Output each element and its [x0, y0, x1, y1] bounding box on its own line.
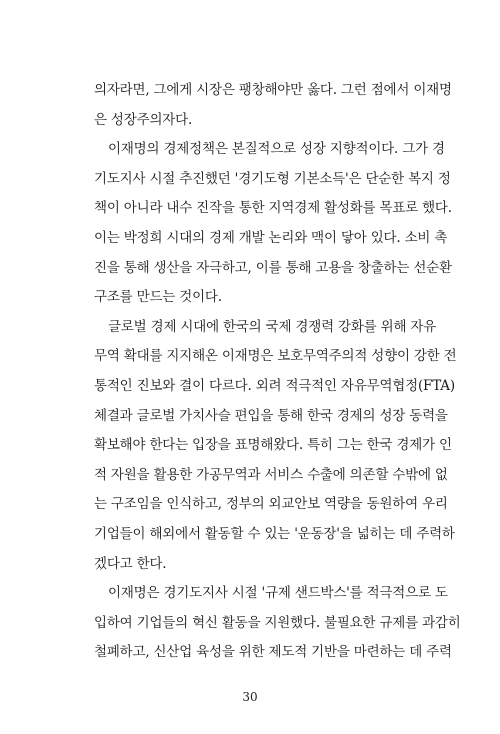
text-line: 기업들이 해외에서 활동할 수 있는 '운동장'을 넓히는 데 주력하	[94, 525, 455, 542]
text-line: 적 자원을 활용한 가공무역과 서비스 수출에 의존할 수밖에 없	[94, 466, 448, 483]
text-line: 체결과 글로벌 가치사슬 편입을 통해 한국 경제의 성장 동력을	[94, 407, 448, 424]
paragraph-start-line: 글로벌 경제 시대에 한국의 국제 경쟁력 강화를 위해 자유	[108, 318, 437, 335]
text-line: 는 구조임을 인식하고, 정부의 외교안보 역량을 동원하여 우리	[94, 496, 448, 513]
page-number: 30	[242, 690, 258, 704]
text-line: 철폐하고, 신산업 육성을 위한 제도적 기반을 마련하는 데 주력	[94, 644, 452, 661]
body-text	[94, 76, 461, 668]
text-line: 기도지사 시절 추진했던 '경기도형 기본소득'은 단순한 복지 정	[94, 170, 451, 187]
text-line: 겠다고 한다.	[94, 555, 167, 572]
text-line: 통적인 진보와 결이 다르다. 외려 적극적인 자유무역협정(FTA)	[94, 377, 455, 394]
text-line: 진을 통해 생산을 자극하고, 이를 통해 고용을 창출하는 선순환	[94, 259, 452, 276]
text-line: 이는 박정희 시대의 경제 개발 논리와 맥이 닿아 있다. 소비 촉	[94, 229, 448, 246]
text-line: 구조를 만드는 것이다.	[94, 289, 222, 306]
text-line: 책이 아니라 내수 진작을 통한 지역경제 활성화를 목표로 했다.	[94, 200, 452, 217]
paragraph-start-line: 이재명은 경기도지사 시절 '규제 샌드박스'를 적극적으로 도	[108, 585, 448, 602]
text-line: 확보해야 한다는 입장을 표명해왔다. 특히 그는 한국 경제가 인	[94, 437, 452, 454]
paragraph-start-line: 이재명의 경제정책은 본질적으로 성장 지향적이다. 그가 경	[108, 141, 445, 158]
text-line: 은 성장주의자다.	[94, 111, 193, 128]
text-line: 입하여 기업들의 혁신 활동을 지원했다. 불필요한 규제를 과감히	[94, 614, 461, 631]
text-line: 의자라면, 그에게 시장은 팽창해야만 옳다. 그런 점에서 이재명	[94, 82, 452, 98]
text-line: 무역 확대를 지지해온 이재명은 보호무역주의적 성향이 강한 전	[94, 348, 457, 365]
